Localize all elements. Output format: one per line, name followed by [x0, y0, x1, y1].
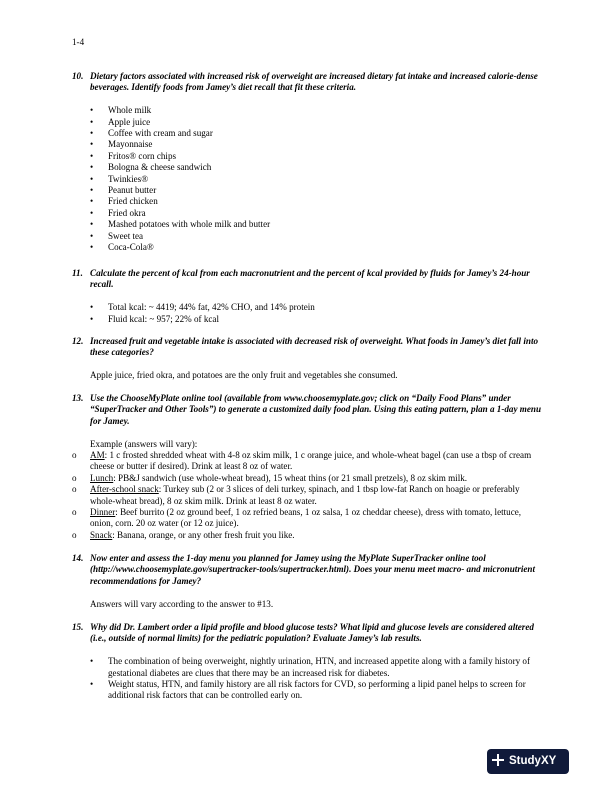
meal-label: After-school snack — [90, 484, 159, 495]
list-item — [90, 314, 542, 325]
circle-marker: o — [72, 507, 77, 518]
bullet-marker: • — [90, 105, 94, 116]
question-number: 12. — [72, 336, 84, 346]
menu-item — [72, 530, 542, 541]
bullet-marker: • — [90, 150, 94, 161]
list-item-text: Weight status, HTN, and family history are all risk factors for CVD, so performing a lipid panel helps to screen for additional risk factors that can be controlled early on. — [108, 679, 526, 701]
list-item — [90, 117, 542, 128]
question-15 — [72, 622, 542, 702]
studyxy-badge[interactable] — [487, 749, 569, 774]
bullet-marker: • — [90, 679, 94, 690]
plus-icon — [487, 749, 509, 774]
question-number: 14. — [72, 553, 84, 563]
meal-label: AM — [90, 450, 105, 461]
bullet-marker: • — [90, 219, 94, 230]
list-item — [90, 656, 542, 679]
answer-text: Answers will vary according to the answer to #13. — [90, 598, 274, 609]
list-item-text: Fried chicken — [108, 196, 158, 207]
circle-marker: o — [72, 472, 77, 483]
menu-item — [72, 484, 542, 507]
list-item — [90, 139, 542, 150]
answer-list — [90, 656, 542, 702]
meal-description: : Beef burrito (2 oz ground beef, 1 oz refried beans, 1 oz salsa, 1 oz cheddar cheese), dress with tomato, lettuce, onion, corn. 20 oz water (or 12 oz juice). — [90, 507, 522, 529]
page-number: 1-4 — [72, 37, 85, 47]
list-item-text: Coca-Cola® — [108, 242, 154, 253]
list-item-text: Fried okra — [108, 207, 146, 218]
list-item — [90, 242, 542, 253]
list-item-text: Fluid kcal: ~ 957; 22% of kcal — [108, 313, 219, 324]
meal-description: : Banana, orange, or any other fresh fruit you like. — [112, 529, 295, 540]
question-10 — [72, 71, 542, 253]
circle-marker: o — [72, 529, 77, 540]
bullet-marker: • — [90, 173, 94, 184]
list-item-text: Mashed potatoes with whole milk and butter — [108, 219, 271, 230]
answer-text: Apple juice, fried okra, and potatoes are the only fruit and vegetables she consumed. — [90, 370, 398, 381]
bullet-marker: • — [90, 162, 94, 173]
question-text: Use the ChooseMyPlate online tool (available from www.choosemyplate.gov; click on “Daily Food Plans” under “SuperTracker and Other Tools”) to generate a customized daily food plan. Using this eating pattern, plan a 1-day menu for Jamey. — [90, 393, 542, 426]
bullet-marker: • — [90, 128, 94, 139]
bullet-marker: • — [90, 656, 94, 667]
bullet-marker: • — [90, 185, 94, 196]
question-11 — [72, 268, 542, 325]
question-text: Calculate the percent of kcal from each macronutrient and the percent of kcal provided by fluids for Jamey’s 24-hour recall. — [90, 268, 530, 290]
circle-marker: o — [72, 450, 77, 461]
circle-marker: o — [72, 484, 77, 495]
bullet-marker: • — [90, 302, 94, 313]
list-item-text: Bologna & cheese sandwich — [108, 162, 212, 173]
menu-item — [72, 507, 542, 530]
list-item — [90, 231, 542, 242]
list-item-text: Fritos® corn chips — [108, 150, 177, 161]
list-item — [90, 151, 542, 162]
list-item-text: Coffee with cream and sugar — [108, 128, 213, 139]
bullet-marker: • — [90, 230, 94, 241]
meal-label: Lunch — [90, 472, 114, 483]
answer-list — [90, 302, 542, 325]
menu-item — [72, 473, 542, 484]
list-item — [90, 174, 542, 185]
question-12 — [72, 336, 542, 382]
meal-description: : 1 c frosted shredded wheat with 4-8 oz skim milk, 1 c orange juice, and whole-wheat bagel (can use a tbsp of cream cheese or butter if desired). Drink at least 8 oz of water. — [90, 450, 532, 472]
bullet-marker: • — [90, 139, 94, 150]
question-text: Now enter and assess the 1-day menu you planned for Jamey using the MyPlate SuperTracker online tool (http://www.choosemyplate.gov/supertracker-tools/supertracker.html). Does your menu meet macro- and micronutrient recommendations for Jamey? — [90, 553, 536, 586]
question-14 — [72, 553, 542, 610]
list-item — [90, 219, 542, 230]
question-number: 15. — [72, 622, 84, 632]
list-item-text: Sweet tea — [108, 230, 144, 241]
question-text: Increased fruit and vegetable intake is associated with decreased risk of overweight. What foods in Jamey’s diet fall into these categories? — [90, 336, 539, 358]
bullet-marker: • — [90, 116, 94, 127]
question-number: 10. — [72, 71, 84, 81]
meal-description: : Turkey sub (2 or 3 slices of deli turkey, spinach, and 1 tbsp low-fat Ranch on hoagie or preferably whole-wheat bread), 8 oz skim milk. Drink at least 8 oz water. — [90, 484, 520, 506]
list-item — [90, 196, 542, 207]
menu-list — [72, 450, 542, 541]
list-item-text: Peanut butter — [108, 185, 157, 196]
list-item — [90, 679, 542, 702]
bullet-marker: • — [90, 313, 94, 324]
question-number: 11. — [72, 268, 83, 278]
list-item-text: Total kcal: ~ 4419; 44% fat, 42% CHO, and 14% protein — [108, 302, 315, 313]
list-item — [90, 128, 542, 139]
meal-label: Dinner — [90, 507, 116, 518]
badge-label: StudyXY — [509, 755, 557, 767]
list-item-text: Apple juice — [108, 116, 151, 127]
list-item — [90, 105, 542, 116]
example-intro: Example (answers will vary): — [90, 438, 198, 449]
list-item — [90, 185, 542, 196]
list-item-text: Whole milk — [108, 105, 152, 116]
menu-item — [72, 450, 542, 473]
question-number: 13. — [72, 393, 84, 403]
list-item — [90, 208, 542, 219]
question-text: Dietary factors associated with increased risk of overweight are increased dietary fat intake and increased calorie-dense beverages. Identify foods from Jamey’s diet recall that fit these criteria. — [90, 71, 538, 93]
bullet-marker: • — [90, 242, 94, 253]
bullet-marker: • — [90, 207, 94, 218]
meal-label: Snack — [90, 529, 113, 540]
list-item-text: The combination of being overweight, nightly urination, HTN, and increased appetite along with a family history of gestational diabetes are clues that there may be an increased risk for diabetes. — [108, 656, 530, 678]
list-item-text: Twinkies® — [108, 173, 149, 184]
question-13 — [72, 393, 542, 541]
meal-description: : PB&J sandwich (use whole-wheat bread), 15 wheat thins (or 21 small pretzels), 8 oz skim milk. — [113, 472, 468, 483]
answer-list — [90, 105, 542, 253]
question-text: Why did Dr. Lambert order a lipid profile and blood glucose tests? What lipid and glucose levels are considered altered (i.e., outside of normal limits) for the pediatric population? Evaluate Jamey’s lab results. — [90, 622, 534, 644]
list-item — [90, 162, 542, 173]
list-item-text: Mayonnaise — [108, 139, 153, 150]
list-item — [90, 302, 542, 313]
bullet-marker: • — [90, 196, 94, 207]
